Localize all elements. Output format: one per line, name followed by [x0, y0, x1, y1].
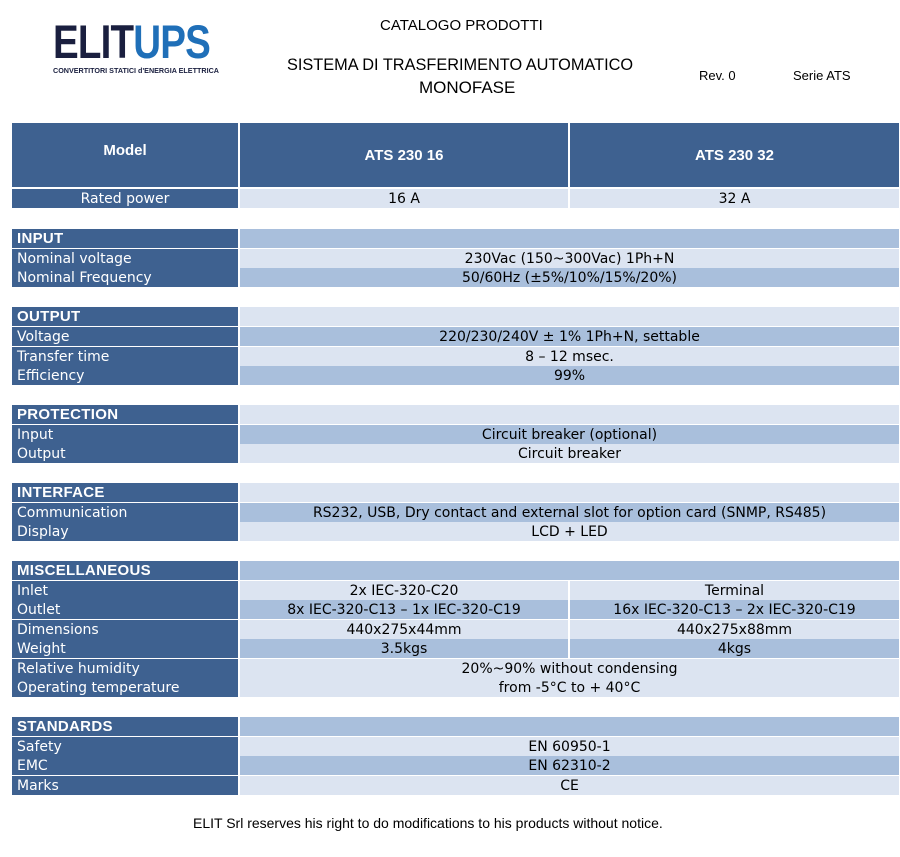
table-row	[12, 776, 899, 795]
protection-input-value: Circuit breaker (optional)	[240, 425, 899, 444]
transfer-time-value: 8 – 12 msec.	[240, 347, 899, 366]
protection-output-label: Output	[12, 444, 240, 463]
model-ats-230-16: ATS 230 16	[240, 123, 570, 187]
nominal-frequency-value: 50/60Hz (±5%/10%/15%/20%)	[240, 268, 899, 287]
rated-power-value-16: 16 A	[240, 189, 570, 208]
section-input-bar	[240, 229, 899, 248]
section-misc-row	[12, 561, 899, 580]
transfer-time-label: Transfer time	[12, 347, 240, 366]
safety-value: EN 60950-1	[240, 737, 899, 756]
revision-label: Rev. 0	[699, 68, 736, 83]
footer-disclaimer: ELIT Srl reserves his right to do modifications to his products without notice.	[193, 815, 663, 831]
section-interface-row	[12, 483, 899, 502]
outlet-value-32: 16x IEC-320-C13 – 2x IEC-320-C19	[570, 600, 899, 619]
nominal-frequency-label: Nominal Frequency	[12, 268, 240, 287]
table-row	[12, 600, 899, 619]
dimensions-value-16: 440x275x44mm	[240, 620, 570, 639]
temperature-label: Operating temperature	[12, 678, 240, 697]
table-row	[12, 756, 899, 775]
inlet-value-32: Terminal	[570, 581, 899, 600]
document-title-line1: SISTEMA DI TRASFERIMENTO AUTOMATICO	[287, 55, 634, 74]
section-standards-bar	[240, 717, 899, 736]
table-row	[12, 659, 899, 678]
rated-power-row	[12, 189, 899, 208]
section-protection-row	[12, 405, 899, 424]
humidity-value: 20%~90% without condensing	[240, 659, 899, 678]
section-input-title: INPUT	[12, 229, 240, 248]
table-row	[12, 522, 899, 541]
rated-power-value-32: 32 A	[570, 189, 899, 208]
logo-wordmark	[53, 15, 211, 68]
weight-value-32: 4kgs	[570, 639, 899, 658]
table-row	[12, 581, 899, 600]
section-protection-bar	[240, 405, 899, 424]
weight-label: Weight	[12, 639, 240, 658]
table-row	[12, 268, 899, 287]
emc-value: EN 62310-2	[240, 756, 899, 775]
nominal-voltage-value: 230Vac (150~300Vac) 1Ph+N	[240, 249, 899, 268]
efficiency-label: Efficiency	[12, 366, 240, 385]
model-ats-230-32: ATS 230 32	[570, 123, 899, 187]
logo-ups: UPS	[133, 15, 211, 68]
rated-power-label: Rated power	[12, 189, 240, 208]
section-input-row	[12, 229, 899, 248]
table-header-row	[12, 123, 899, 187]
dimensions-value-32: 440x275x88mm	[570, 620, 899, 639]
logo-tagline: CONVERTITORI STATICI d'ENERGIA ELETTRICA	[53, 66, 219, 75]
model-label: Model	[12, 123, 240, 187]
section-standards-title: STANDARDS	[12, 717, 240, 736]
series-label: Serie ATS	[793, 68, 851, 83]
voltage-value: 220/230/240V ± 1% 1Ph+N, settable	[240, 327, 899, 346]
display-label: Display	[12, 522, 240, 541]
marks-value: CE	[240, 776, 899, 795]
outlet-label: Outlet	[12, 600, 240, 619]
communication-label: Communication	[12, 503, 240, 522]
section-output-bar	[240, 307, 899, 326]
table-row	[12, 678, 899, 697]
logo-elit: ELIT	[53, 15, 134, 68]
humidity-label: Relative humidity	[12, 659, 240, 678]
section-output-title: OUTPUT	[12, 307, 240, 326]
communication-value: RS232, USB, Dry contact and external slot for option card (SNMP, RS485)	[240, 503, 899, 522]
weight-value-16: 3.5kgs	[240, 639, 570, 658]
table-row	[12, 444, 899, 463]
table-row	[12, 737, 899, 756]
company-logo	[53, 15, 219, 78]
section-standards-row	[12, 717, 899, 736]
section-protection-title: PROTECTION	[12, 405, 240, 424]
temperature-value: from -5°C to + 40°C	[240, 678, 899, 697]
protection-input-label: Input	[12, 425, 240, 444]
nominal-voltage-label: Nominal voltage	[12, 249, 240, 268]
table-row	[12, 347, 899, 366]
section-misc-title: MISCELLANEOUS	[12, 561, 240, 580]
table-row	[12, 249, 899, 268]
table-row	[12, 327, 899, 346]
protection-output-value: Circuit breaker	[240, 444, 899, 463]
dimensions-label: Dimensions	[12, 620, 240, 639]
voltage-label: Voltage	[12, 327, 240, 346]
marks-label: Marks	[12, 776, 240, 795]
inlet-value-16: 2x IEC-320-C20	[240, 581, 570, 600]
section-interface-title: INTERFACE	[12, 483, 240, 502]
section-misc-bar	[240, 561, 899, 580]
efficiency-value: 99%	[240, 366, 899, 385]
document-title-line2: MONOFASE	[419, 78, 516, 97]
inlet-label: Inlet	[12, 581, 240, 600]
table-row	[12, 503, 899, 522]
section-output-row	[12, 307, 899, 326]
table-row	[12, 639, 899, 658]
safety-label: Safety	[12, 737, 240, 756]
catalog-heading: CATALOGO PRODOTTI	[380, 17, 543, 34]
section-interface-bar	[240, 483, 899, 502]
table-row	[12, 620, 899, 639]
table-row	[12, 425, 899, 444]
table-row	[12, 366, 899, 385]
display-value: LCD + LED	[240, 522, 899, 541]
outlet-value-16: 8x IEC-320-C13 – 1x IEC-320-C19	[240, 600, 570, 619]
emc-label: EMC	[12, 756, 240, 775]
